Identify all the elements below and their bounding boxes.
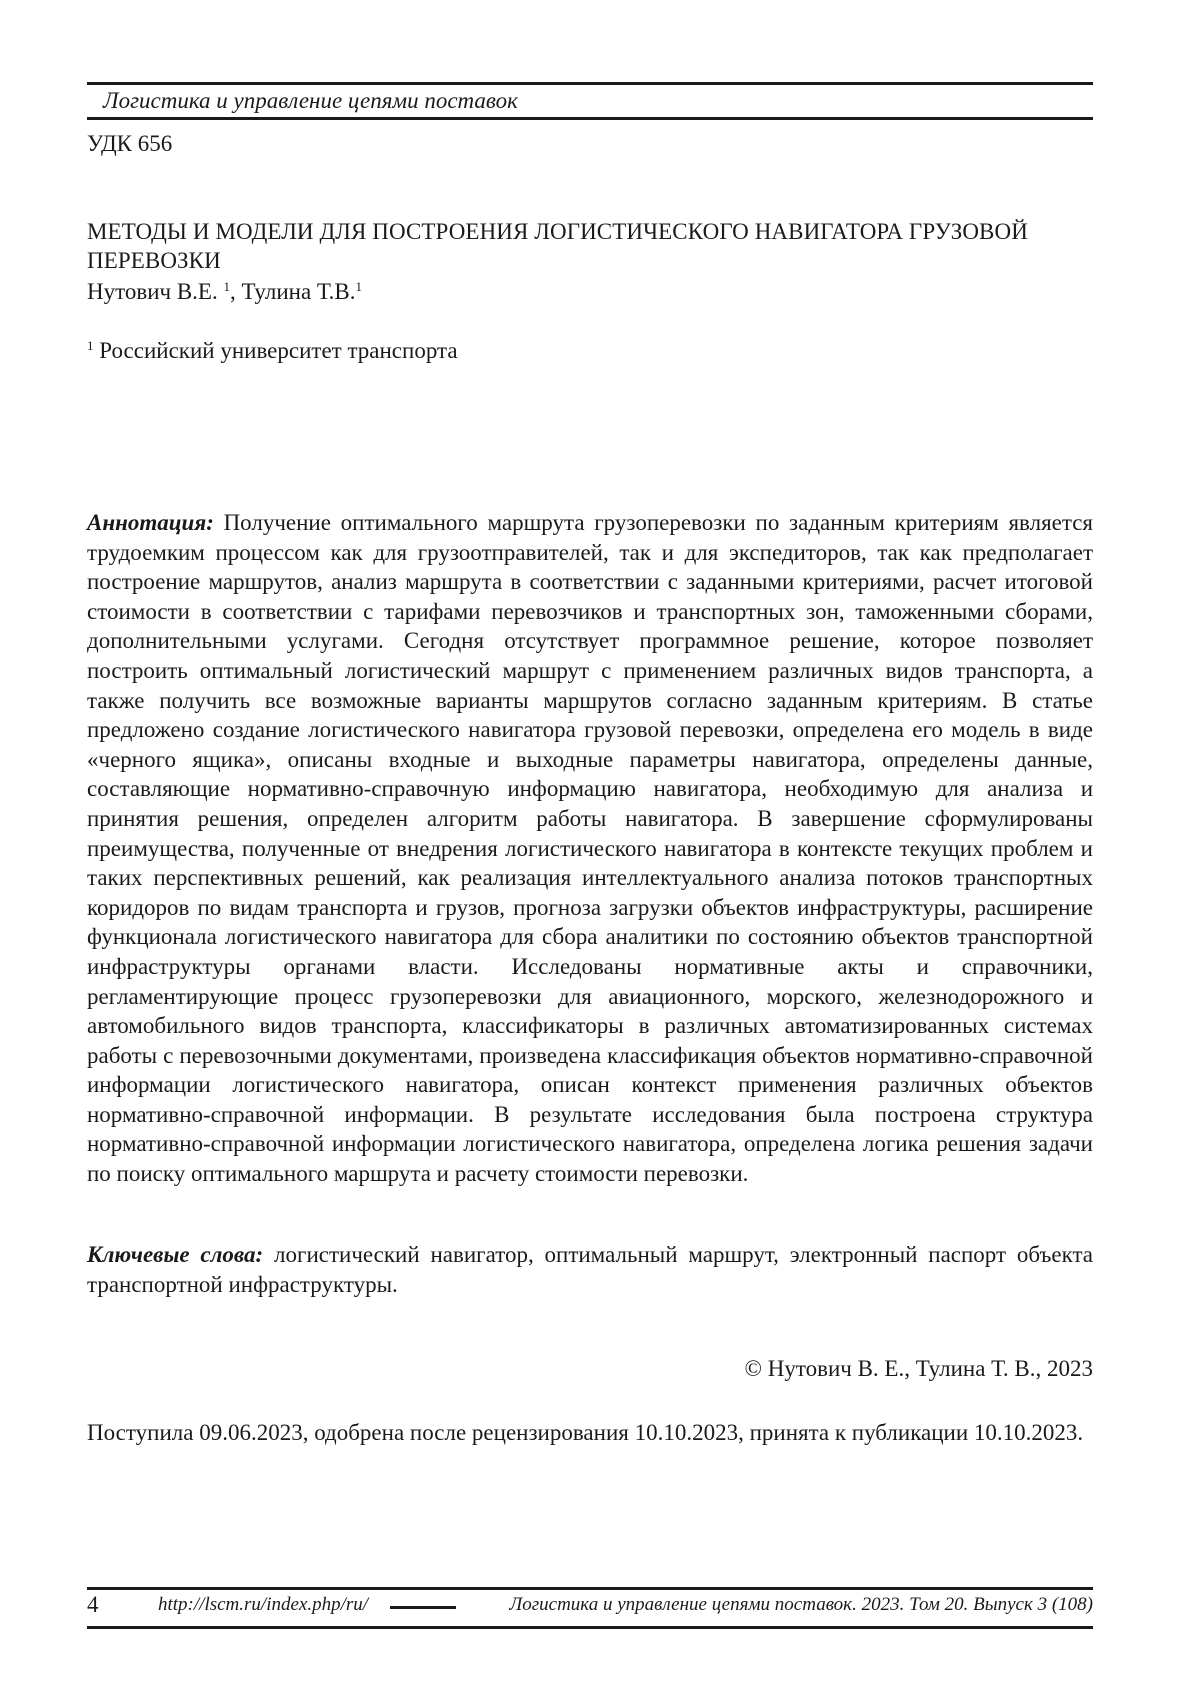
udc-code: УДК 656 xyxy=(87,131,172,157)
running-header-journal-title: Логистика и управление цепями поставок xyxy=(103,88,518,114)
author-affiliation-marker: 1 xyxy=(356,279,363,294)
abstract xyxy=(87,508,1093,1189)
author-name: Тулина Т.В. xyxy=(241,279,355,304)
affiliation-name: Российский университет транспорта xyxy=(94,338,458,363)
footer-journal-info: Логистика и управление цепями поставок. 2023. Том 20. Выпуск 3 (108) xyxy=(466,1594,1093,1616)
affiliation xyxy=(87,338,458,364)
footer-rule-top xyxy=(87,1587,1093,1590)
authors-line xyxy=(87,279,362,305)
footer-rule-bottom xyxy=(87,1626,1093,1629)
page-number: 4 xyxy=(87,1592,99,1618)
author-affiliation-marker: 1 xyxy=(223,279,230,294)
author-separator: , xyxy=(230,279,242,304)
article-title: МЕТОДЫ И МОДЕЛИ ДЛЯ ПОСТРОЕНИЯ ЛОГИСТИЧЕСКОГО НАВИГАТОРА ГРУЗОВОЙ ПЕРЕВОЗКИ xyxy=(87,217,1097,275)
abstract-label: Аннотация: xyxy=(87,510,214,535)
keywords xyxy=(87,1240,1093,1299)
header-rule-top xyxy=(87,82,1093,85)
keywords-text: логистический навигатор, оптимальный маршрут, электронный паспорт объекта транспортной инфраструктуры. xyxy=(87,1242,1093,1297)
footer-divider-dash xyxy=(390,1606,456,1609)
header-rule-bottom xyxy=(87,117,1093,120)
keywords-label: Ключевые слова: xyxy=(87,1242,263,1267)
received-dates: Поступила 09.06.2023, одобрена после рецензирования 10.10.2023, принята к публикации 10.10.2023. xyxy=(87,1418,1093,1448)
abstract-text: Получение оптимального маршрута грузоперевозки по заданным критериям является трудоемким процессом как для грузоотправителей, так и для экспедиторов, так как предполагает построение маршрутов, анализ маршрута в соответствии с заданными критериями, расчет итоговой стоимости в соответствии с тарифами перевозчиков и транспортных зон, таможенными сборами, дополнительными услугами. Сегодня отсутствует программное решение, которое позволяет построить оптимальный логистический маршрут с применением различных видов транспорта, а также получить все возможные варианты маршрутов согласно заданным критериям. В статье предложено создание логистического навигатора грузовой перевозки, определена его модель в виде «черного ящика», описаны входные и выходные параметры навигатора, определены данные, составляющие нормативно-справочную информацию навигатора, необходимую для анализа и принятия решения, определен алгоритм работы навигатора. В завершение сформулированы преимущества, полученные от внедрения логистического навигатора в контексте текущих проблем и таких перспективных решений, как реализация интеллектуального анализа потоков транспортных коридоров по видам транспорта и грузов, прогноза загрузки объектов инфраструктуры, расширение функционала логистического навигатора для сбора аналитики по состоянию объектов транспортной инфраструктуры органами власти. Исследованы нормативные акты и справочники, регламентирующие процесс грузоперевозки для авиационного, морского, железнодорожного и автомобильного видов транспорта, классификаторы в различных автоматизированных системах работы с перевозочными документами, произведена классификация объектов нормативно-справочной информации логистического навигатора, описан контекст применения различных объектов нормативно-справочной информации. В результате исследования была построена структура нормативно-справочной информации логистического навигатора, определена логика решения задачи по поиску оптимального маршрута и расчету стоимости перевозки. xyxy=(87,510,1093,1186)
copyright: © Нутович В. Е., Тулина Т. В., 2023 xyxy=(745,1356,1094,1382)
affiliation-marker: 1 xyxy=(87,338,94,353)
author-name: Нутович В.Е. xyxy=(87,279,223,304)
journal-url[interactable]: http://lscm.ru/index.php/ru/ xyxy=(158,1594,368,1616)
